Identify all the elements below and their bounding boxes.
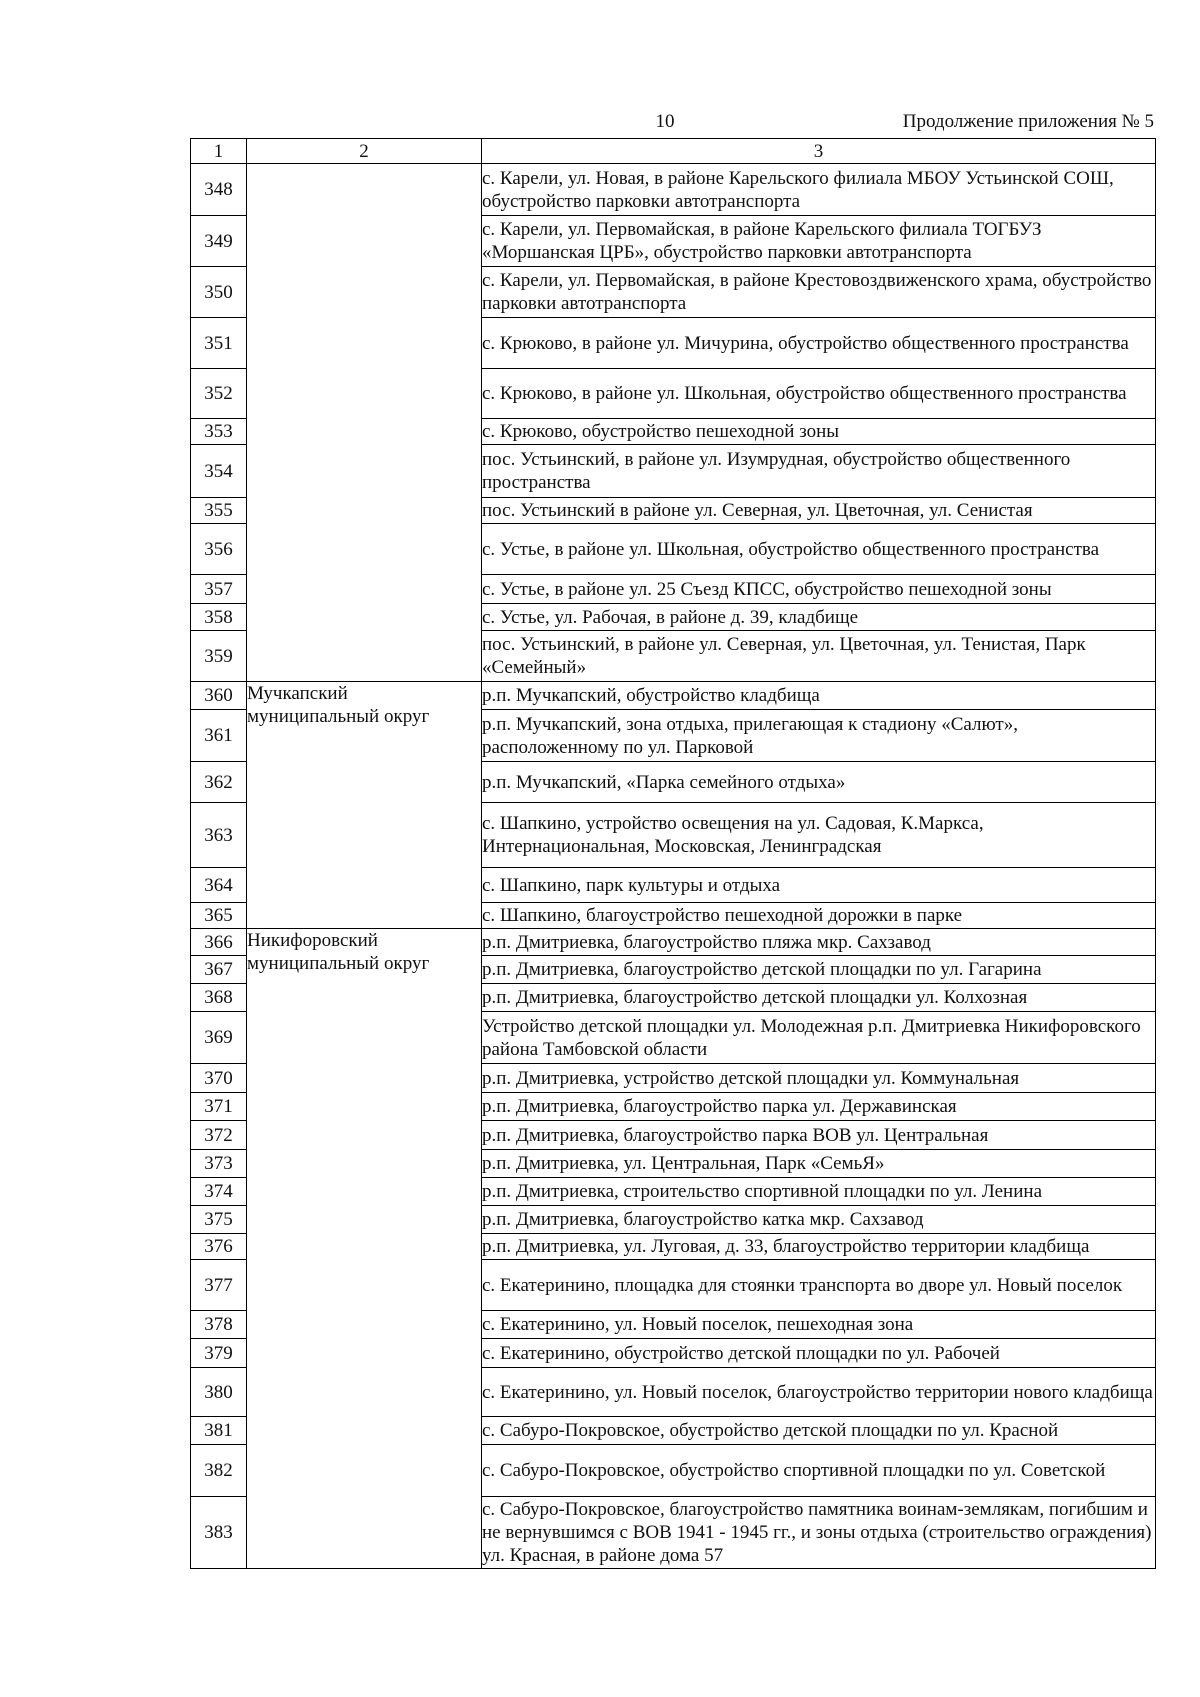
object-description: с. Устье, в районе ул. 25 Съезд КПСС, обустройство пешеходной зоны: [482, 575, 1156, 604]
row-number: 373: [191, 1150, 247, 1178]
header-row: [191, 139, 1156, 164]
object-description: р.п. Дмитриевка, устройство детской площадки ул. Коммунальная: [482, 1064, 1156, 1093]
row-number: 381: [191, 1417, 247, 1445]
object-description: пос. Устьинский в районе ул. Северная, ул. Цветочная, ул. Сенистая: [482, 498, 1156, 524]
row-number: 380: [191, 1368, 247, 1417]
objects-table: [190, 138, 1156, 1569]
object-description: Устройство детской площадки ул. Молодежная р.п. Дмитриевка Никифоровского района Тамбовской области: [482, 1012, 1156, 1064]
row-number: 353: [191, 419, 247, 445]
row-number: 352: [191, 369, 247, 419]
row-number: 376: [191, 1234, 247, 1260]
row-number: 355: [191, 498, 247, 524]
row-number: 383: [191, 1497, 247, 1569]
object-description: р.п. Мучкапский, «Парка семейного отдыха»: [482, 762, 1156, 803]
district-cell: [247, 164, 482, 682]
column-header-3: 3: [482, 139, 1156, 164]
row-number: 378: [191, 1311, 247, 1339]
object-description: с. Карели, ул. Новая, в районе Карельского филиала МБОУ Устьинской СОШ, обустройство парковки автотранспорта: [482, 164, 1156, 216]
object-description: с. Шапкино, парк культуры и отдыха: [482, 868, 1156, 903]
object-description: р.п. Дмитриевка, благоустройство парка ул. Державинская: [482, 1093, 1156, 1121]
object-description: пос. Устьинский, в районе ул. Северная, ул. Цветочная, ул. Тенистая, Парк «Семейный»: [482, 631, 1156, 682]
district-cell: Никифоровский муниципальный округ: [247, 929, 482, 1569]
row-number: 354: [191, 445, 247, 498]
object-description: р.п. Дмитриевка, ул. Центральная, Парк «СемьЯ»: [482, 1150, 1156, 1178]
object-description: с. Екатеринино, ул. Новый поселок, благоустройство территории нового кладбища: [482, 1368, 1156, 1417]
row-number: 374: [191, 1178, 247, 1206]
row-number: 364: [191, 868, 247, 903]
object-description: с. Сабуро-Покровское, обустройство спортивной площадки по ул. Советской: [482, 1445, 1156, 1497]
row-number: 357: [191, 575, 247, 604]
row-number: 358: [191, 604, 247, 631]
object-description: с. Устье, ул. Рабочая, в районе д. 39, кладбище: [482, 604, 1156, 631]
object-description: р.п. Дмитриевка, благоустройство пляжа мкр. Сахзавод: [482, 929, 1156, 956]
row-number: 350: [191, 267, 247, 318]
row-number: 377: [191, 1260, 247, 1311]
row-number: 366: [191, 929, 247, 956]
district-cell: Мучкапский муниципальный округ: [247, 682, 482, 929]
object-description: с. Сабуро-Покровское, обустройство детской площадки по ул. Красной: [482, 1417, 1156, 1445]
row-number: 367: [191, 956, 247, 984]
object-description: с. Крюково, в районе ул. Школьная, обустройство общественного пространства: [482, 369, 1156, 419]
table-header: [191, 139, 1156, 164]
table-row: [191, 164, 1156, 216]
object-description: р.п. Мучкапский, обустройство кладбища: [482, 682, 1156, 710]
table-row: [191, 682, 1156, 710]
row-number: 382: [191, 1445, 247, 1497]
row-number: 372: [191, 1121, 247, 1150]
object-description: р.п. Дмитриевка, благоустройство детской площадки по ул. Гагарина: [482, 956, 1156, 984]
object-description: с. Сабуро-Покровское, благоустройство памятника воинам-землякам, погибшим и не вернувшимся с ВОВ 1941 - 1945 гг., и зоны отдыха (строительство ограждения) ул. Красная, в районе дома 57: [482, 1497, 1156, 1569]
row-number: 348: [191, 164, 247, 216]
table-row: [191, 929, 1156, 956]
object-description: пос. Устьинский, в районе ул. Изумрудная, обустройство общественного пространства: [482, 445, 1156, 498]
object-description: с. Екатеринино, обустройство детской площадки по ул. Рабочей: [482, 1339, 1156, 1368]
object-description: с. Устье, в районе ул. Школьная, обустройство общественного пространства: [482, 524, 1156, 575]
object-description: с. Крюково, обустройство пешеходной зоны: [482, 419, 1156, 445]
object-description: с. Шапкино, благоустройство пешеходной дорожки в парке: [482, 903, 1156, 929]
row-number: 365: [191, 903, 247, 929]
row-number: 349: [191, 216, 247, 267]
row-number: 371: [191, 1093, 247, 1121]
row-number: 375: [191, 1206, 247, 1234]
object-description: р.п. Дмитриевка, благоустройство парка ВОВ ул. Центральная: [482, 1121, 1156, 1150]
object-description: р.п. Мучкапский, зона отдыха, прилегающая к стадиону «Салют», расположенному по ул. Парковой: [482, 710, 1156, 762]
object-description: р.п. Дмитриевка, строительство спортивной площадки по ул. Ленина: [482, 1178, 1156, 1206]
object-description: с. Карели, ул. Первомайская, в районе Крестовоздвиженского храма, обустройство парковки автотранспорта: [482, 267, 1156, 318]
row-number: 362: [191, 762, 247, 803]
row-number: 356: [191, 524, 247, 575]
object-description: с. Екатеринино, площадка для стоянки транспорта во дворе ул. Новый поселок: [482, 1260, 1156, 1311]
continuation-label: Продолжение приложения № 5: [902, 111, 1154, 132]
row-number: 351: [191, 318, 247, 369]
object-description: с. Крюково, в районе ул. Мичурина, обустройство общественного пространства: [482, 318, 1156, 369]
column-header-2: 2: [247, 139, 482, 164]
row-number: 369: [191, 1012, 247, 1064]
object-description: с. Екатеринино, ул. Новый поселок, пешеходная зона: [482, 1311, 1156, 1339]
row-number: 370: [191, 1064, 247, 1093]
object-description: с. Карели, ул. Первомайская, в районе Карельского филиала ТОГБУЗ «Моршанская ЦРБ», обустройство парковки автотранспорта: [482, 216, 1156, 267]
column-header-1: 1: [191, 139, 247, 164]
page-number: 10: [655, 111, 675, 132]
row-number: 368: [191, 984, 247, 1012]
object-description: р.п. Дмитриевка, благоустройство детской площадки ул. Колхозная: [482, 984, 1156, 1012]
object-description: р.п. Дмитриевка, ул. Луговая, д. 33, благоустройство территории кладбища: [482, 1234, 1156, 1260]
row-number: 359: [191, 631, 247, 682]
row-number: 360: [191, 682, 247, 710]
row-number: 361: [191, 710, 247, 762]
object-description: р.п. Дмитриевка, благоустройство катка мкр. Сахзавод: [482, 1206, 1156, 1234]
object-description: с. Шапкино, устройство освещения на ул. Садовая, К.Маркса, Интернациональная, Московская, Ленинградская: [482, 803, 1156, 868]
table-body: [191, 164, 1156, 1569]
row-number: 363: [191, 803, 247, 868]
row-number: 379: [191, 1339, 247, 1368]
